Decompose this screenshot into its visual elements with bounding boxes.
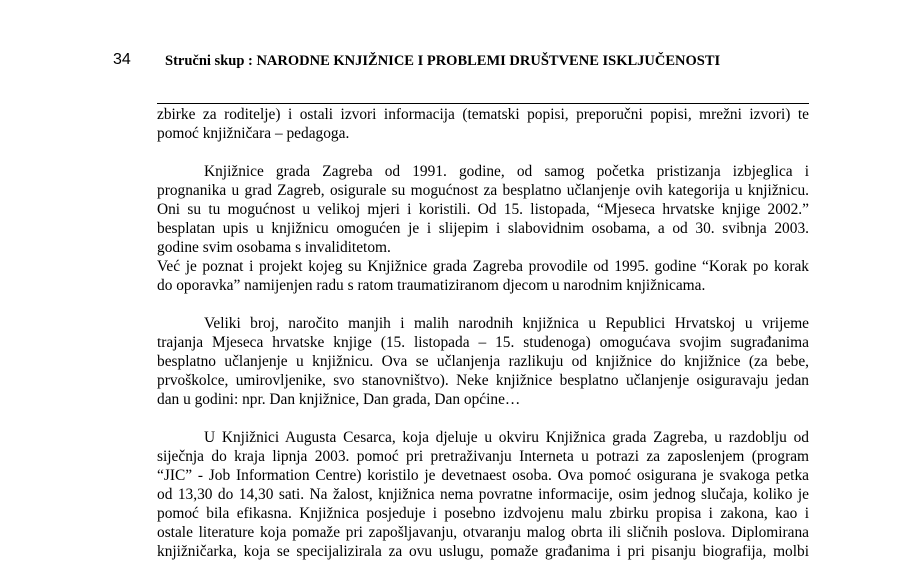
text-line: ostale literature koja pomaže pri zapošljavanju, otvaranju malog obrta ili sličnih poslova. Diplomirana (157, 524, 809, 541)
page-header (113, 51, 813, 75)
paragraph (157, 428, 809, 561)
text-line: besplatno učlanjenje u knjižnicu. Ova se učlanjenja razlikuju od knjižnice do knjižnice (za bebe, (157, 353, 809, 370)
text-line: siječnja do kraja lipnja 2003. pomoć pri pretraživanju Interneta u potrazi za zaposlenjem (program (157, 448, 809, 465)
text-line: pomoć knjižničara – pedagoga. (157, 125, 350, 142)
text-line: pomoć bila efikasna. Knjižnica posjeduje i posebno izdvojenu malu zbirku propisa i zakona, kao i (157, 505, 809, 522)
text-line: besplatan upis u knjižnicu omogućen je i slijepim i slabovidnim osobama, a od 30. svibnja 2003. (157, 220, 809, 237)
text-line: od 13,30 do 14,30 sati. Na žalost, knjižnica nema povratne informacije, osim jednog slučaja, koliko je (157, 486, 809, 503)
paragraph (157, 162, 809, 257)
text-line: prvoškolce, umirovljenike, svo stanovništvo). Neke knjižnice besplatno učlanjenje osiguravaju jedan (157, 372, 809, 389)
text-line: Oni su tu mogućnost u velikoj mjeri i koristili. Od 15. listopada, “Mjeseca hrvatske knjige 2002.” (157, 201, 809, 218)
text-line: Već je poznat i projekt kojeg su Knjižnice grada Zagreba provodile od 1995. godine “Korak po korak (157, 258, 809, 275)
text-line: zbirke za roditelje) i ostali izvori informacija (tematski popisi, preporučni popisi, mrežni izvori) te (157, 106, 809, 123)
page-number: 34 (113, 51, 131, 68)
text-line: Knjižnice grada Zagreba od 1991. godine, od samog početka pristizanja izbjeglica i (204, 163, 809, 180)
header-rule (157, 103, 809, 104)
text-line: do oporavka” namijenjen radu s ratom traumatiziranom djecom u narodnim knjižnicama. (157, 277, 706, 294)
body-text (157, 105, 809, 561)
text-line: prognanika u grad Zagreb, osigurale su mogućnost za besplatno učlanjenje ovih kategorija u knjižnicu. (157, 182, 809, 199)
paragraph (157, 257, 809, 295)
text-line: dan u godini: npr. Dan knjižnice, Dan grada, Dan općine… (157, 391, 521, 408)
text-line: “JIC” - Job Information Centre) koristilo je devetnaest osoba. Ova pomoć osigurana je svakoga petka (157, 467, 809, 484)
paragraph (157, 105, 809, 143)
text-line: Veliki broj, naročito manjih i malih narodnih knjižnica u Republici Hrvatskoj u vrijeme (204, 315, 809, 332)
paragraph (157, 314, 809, 409)
text-line: U Knjižnici Augusta Cesarca, koja djeluje u okviru Knjižnica grada Zagreba, u razdoblju od (204, 429, 809, 446)
text-line: trajanja Mjeseca hrvatske knjige (15. listopada – 15. studenoga) omogućava svojim sugrađanima (157, 334, 809, 351)
text-line: knjižničarka, koja se specijalizirala za ovu uslugu, pomaže građanima i pri pisanju biografija, molbi (157, 543, 809, 560)
text-line: godine svim osobama s invaliditetom. (157, 239, 391, 256)
running-title: Stručni skup : NARODNE KNJIŽNICE I PROBLEMI DRUŠTVENE ISKLJUČENOSTI (165, 53, 721, 69)
